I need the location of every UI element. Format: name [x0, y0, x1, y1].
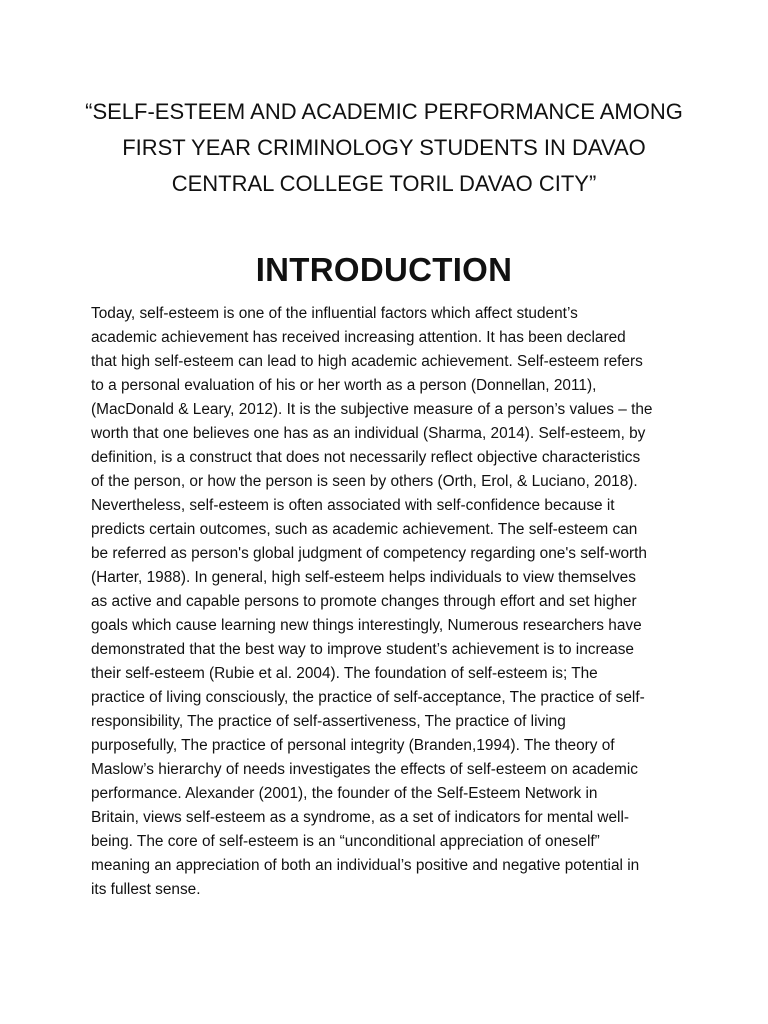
- paragraph-line: meaning an appreciation of both an individual’s positive and negative potential in: [91, 857, 640, 874]
- section-heading: INTRODUCTION: [255, 251, 513, 288]
- paragraph-line: (MacDonald & Leary, 2012). It is the subjective measure of a person’s values – the: [91, 401, 653, 418]
- paragraph-line: to a personal evaluation of his or her worth as a person (Donnellan, 2011),: [91, 377, 597, 394]
- paragraph-line: demonstrated that the best way to improve student’s achievement is to increase: [91, 641, 634, 658]
- paragraph-line: (Harter, 1988). In general, high self-esteem helps individuals to view themselves: [91, 569, 636, 586]
- introduction-paragraph: [91, 302, 691, 902]
- paragraph-line: Nevertheless, self-esteem is often associated with self-confidence because it: [91, 497, 615, 514]
- paragraph-line: definition, is a construct that does not necessarily reflect objective characteristics: [91, 449, 641, 466]
- paragraph-line: that high self-esteem can lead to high academic achievement. Self-esteem refers: [91, 353, 643, 370]
- paragraph-line: goals which cause learning new things interestingly, Numerous researchers have: [91, 617, 642, 634]
- paragraph-line: responsibility, The practice of self-assertiveness, The practice of living: [91, 713, 566, 730]
- paragraph-line: Britain, views self-esteem as a syndrome, as a set of indicators for mental well-: [91, 809, 630, 826]
- paragraph-line: purposefully, The practice of personal integrity (Branden,1994). The theory of: [91, 737, 615, 754]
- title-line: CENTRAL COLLEGE TORIL DAVAO CITY”: [171, 171, 597, 196]
- paragraph-line: worth that one believes one has as an individual (Sharma, 2014). Self-esteem, by: [91, 425, 646, 442]
- paragraph-line: being. The core of self-esteem is an “unconditional appreciation of oneself”: [91, 833, 600, 850]
- paragraph-line: predicts certain outcomes, such as academic achievement. The self-esteem can: [91, 521, 638, 538]
- paragraph-line: of the person, or how the person is seen by others (Orth, Erol, & Luciano, 2018).: [91, 473, 638, 490]
- document-title: [60, 94, 708, 202]
- title-line: FIRST YEAR CRIMINOLOGY STUDENTS IN DAVAO: [122, 135, 646, 160]
- paragraph-line: Maslow’s hierarchy of needs investigates the effects of self-esteem on academic: [91, 761, 638, 778]
- paragraph-line: be referred as person's global judgment of competency regarding one's self-worth: [91, 545, 647, 562]
- paragraph-line: their self-esteem (Rubie et al. 2004). The foundation of self-esteem is; The: [91, 665, 598, 682]
- paragraph-line: Today, self-esteem is one of the influential factors which affect student’s: [91, 305, 578, 322]
- paragraph-line: as active and capable persons to promote changes through effort and set higher: [91, 593, 637, 610]
- paragraph-line: its fullest sense.: [91, 881, 201, 898]
- paragraph-line: practice of living consciously, the practice of self-acceptance, The practice of self-: [91, 689, 645, 706]
- paragraph-line: academic achievement has received increasing attention. It has been declared: [91, 329, 626, 346]
- title-line: “SELF-ESTEEM AND ACADEMIC PERFORMANCE AMONG: [85, 99, 683, 124]
- paragraph-line: performance. Alexander (2001), the founder of the Self-Esteem Network in: [91, 785, 598, 802]
